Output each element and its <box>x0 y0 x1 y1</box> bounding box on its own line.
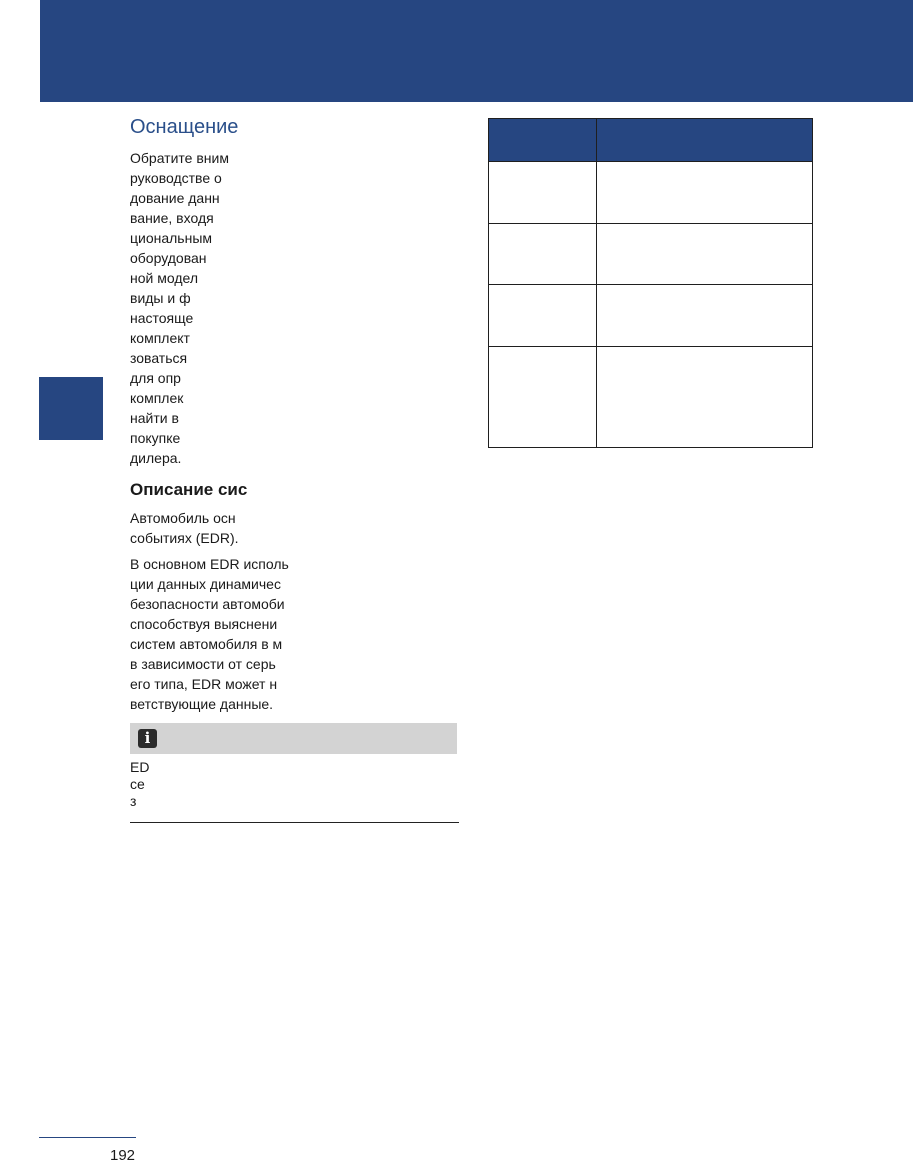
page-number: 192 <box>110 1147 136 1164</box>
table-row <box>489 162 813 224</box>
table-row <box>489 285 813 347</box>
table-cell <box>489 224 597 285</box>
table-cell <box>489 285 597 347</box>
header-band <box>40 0 913 102</box>
subsection-paragraph-1: Автомобиль осн событиях (EDR). <box>130 510 239 546</box>
table-header-row <box>489 119 813 162</box>
left-column <box>130 114 460 823</box>
table-cell <box>489 347 597 448</box>
info-icon: i <box>138 729 157 748</box>
table-cell <box>597 224 813 285</box>
note-header-bar <box>130 723 457 754</box>
table-row <box>489 224 813 285</box>
table-row <box>489 347 813 448</box>
note-divider <box>130 822 459 823</box>
table-cell <box>597 285 813 347</box>
subsection-paragraph-2: В основном EDR исполь ции данных динамичес безопасности автомоби способствуя выяснени систем автомобиля в м в зависимости от серь его типа, EDR может н ветствующие данные. <box>130 556 289 712</box>
table-cell <box>597 162 813 224</box>
spec-table <box>488 118 813 448</box>
note-text: ED се з <box>130 759 150 809</box>
section-paragraph: Обратите вним руководстве о дование данн вание, входя циональным оборудован ной модел виды и ф настояще комплект зоваться для опр комплек найти в покупке дилера. <box>130 150 229 466</box>
table-header-cell <box>597 119 813 162</box>
table-header-cell <box>489 119 597 162</box>
section-title: Оснащение <box>130 116 239 138</box>
table-cell <box>489 162 597 224</box>
footer-rule <box>39 1137 136 1138</box>
subsection-title: Описание сис <box>130 480 248 499</box>
table-cell <box>597 347 813 448</box>
spec-table-wrapper <box>488 118 813 448</box>
chapter-tab <box>39 377 103 440</box>
